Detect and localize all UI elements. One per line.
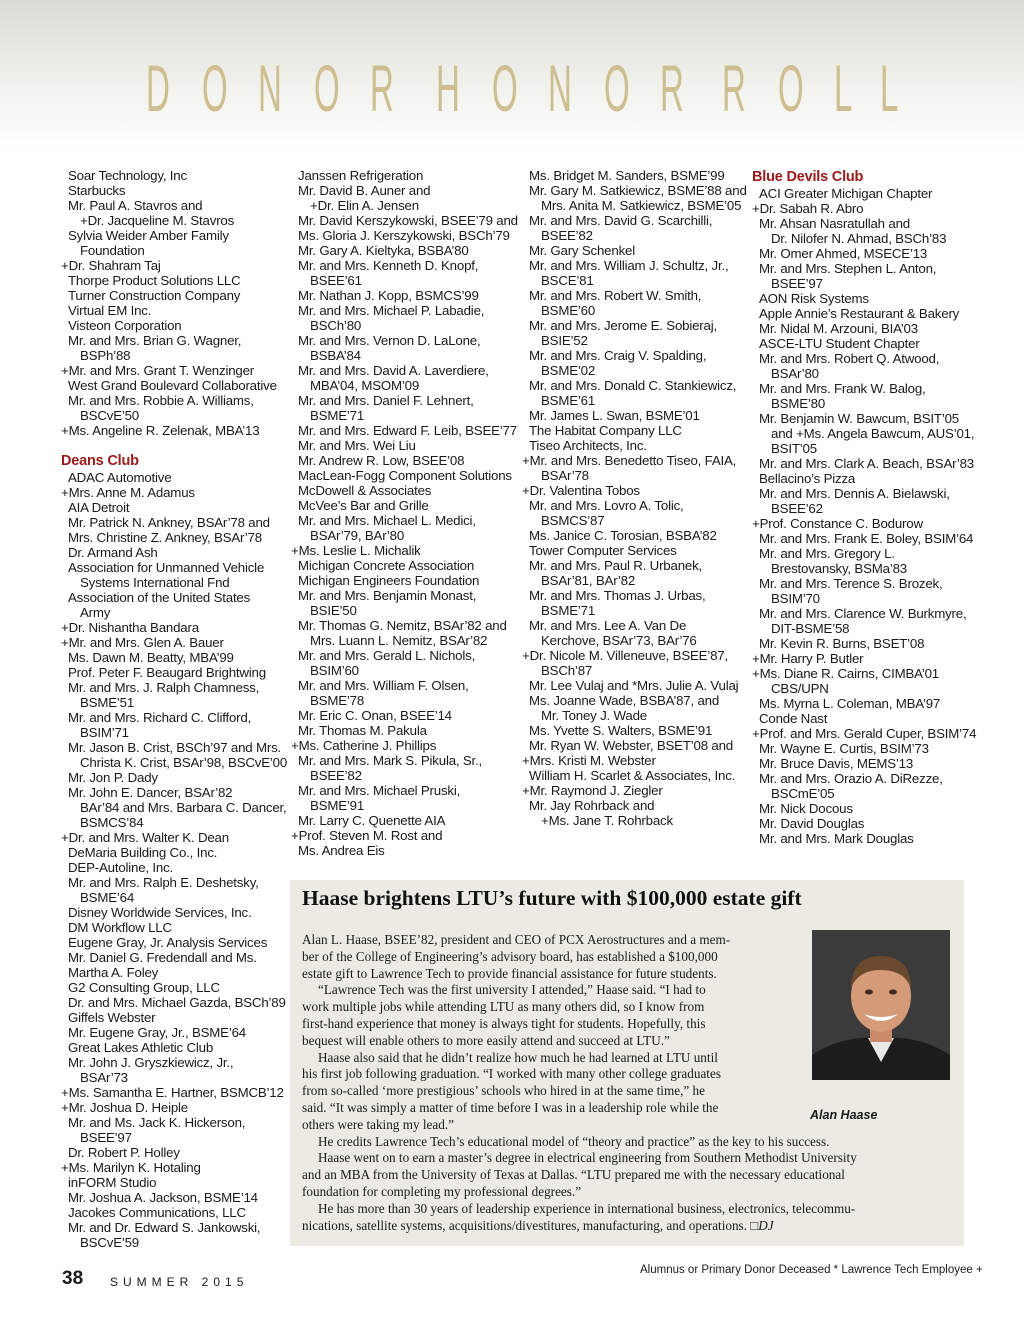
- donor-entry: Mr. Nidal M. Arzouni, BIA’03: [759, 321, 918, 336]
- donor-entry: Mr. David Douglas: [759, 816, 865, 831]
- donor-entry: +Prof. and Mrs. Gerald Cuper, BSIM’74: [752, 726, 977, 741]
- donor-entry: Mr. and Ms. Jack K. Hickerson,: [68, 1115, 246, 1130]
- donor-entry: Mr. Eugene Gray, Jr., BSME’64: [68, 1025, 246, 1040]
- story-line: estate gift to Lawrence Tech to provide financial assistance for future students.: [302, 965, 717, 981]
- donor-entry: Mr. and Mrs. Robert Q. Atwood,: [759, 351, 940, 366]
- donor-entry: William H. Scarlet & Associates, Inc.: [529, 768, 736, 783]
- donor-entry: Mr. and Mrs. Craig V. Spalding,: [529, 348, 707, 363]
- donor-entry: Brestovansky, BSMa’83: [771, 561, 907, 576]
- donor-entry: Dr. Nilofer N. Ahmad, BSCh’83: [771, 231, 947, 246]
- donor-entry: BSAr’78: [541, 468, 589, 483]
- donor-entry: Mr. and Mrs. Orazio A. DiRezze,: [759, 771, 943, 786]
- donor-entry: BSME’91: [310, 798, 365, 813]
- donor-entry: +Dr. Shahram Taj: [61, 258, 161, 273]
- donor-entry: Mr. and Mrs. Donald C. Stankiewicz,: [529, 378, 737, 393]
- title-letter: H: [436, 51, 460, 125]
- donor-entry: Mr. Daniel G. Fredendall and Ms.: [68, 950, 257, 965]
- donor-entry: Mr. and Mrs. Paul R. Urbanek,: [529, 558, 703, 573]
- donor-entry: Ms. Janice C. Torosian, BSBA’82: [529, 528, 717, 543]
- donor-entry: Mr. Eric C. Onan, BSEE’14: [298, 708, 452, 723]
- donor-entry: Virtual EM Inc.: [68, 303, 152, 318]
- donor-entry: BSMCS’84: [80, 815, 144, 830]
- donor-entry: CBS/UPN: [771, 681, 829, 696]
- donor-entry: Mr. and Mrs. Vernon D. LaLone,: [298, 333, 481, 348]
- donor-entry: Mr. Thomas M. Pakula: [298, 723, 427, 738]
- donor-entry: Mr. and Mrs. Ralph E. Deshetsky,: [68, 875, 259, 890]
- donor-entry: ACI Greater Michigan Chapter: [759, 186, 933, 201]
- donor-entry: Mr. and Mrs. Clark A. Beach, BSAr’83: [759, 456, 974, 471]
- donor-entry: BSAr’73: [80, 1070, 128, 1085]
- donor-entry: Mr. Jason B. Crist, BSCh’97 and Mrs.: [68, 740, 282, 755]
- donor-entry: Ms. Bridget M. Sanders, BSME’99: [529, 168, 725, 183]
- donor-entry: Dr. Robert P. Holley: [68, 1145, 180, 1160]
- donor-entry: Mr. and Mrs. Kenneth D. Knopf,: [298, 258, 479, 273]
- photo-caption: Alan Haase: [810, 1108, 878, 1122]
- donor-entry: +Prof. Steven M. Rost and: [291, 828, 443, 843]
- title-letter: R: [722, 51, 746, 125]
- donor-entry: Mr. and Mrs. Michael Pruski,: [298, 783, 461, 798]
- donor-entry: +Mr. Harry P. Butler: [752, 651, 864, 666]
- donor-entry: BSAr’81, BAr’82: [541, 573, 636, 588]
- donor-entry: McDowell & Associates: [298, 483, 432, 498]
- donor-entry: DEP-Autoline, Inc.: [68, 860, 174, 875]
- donor-entry: BSME’80: [771, 396, 826, 411]
- donor-entry: Mr. Thomas G. Nemitz, BSAr’82 and: [298, 618, 507, 633]
- donor-entry: +Ms. Marilyn K. Hotaling: [61, 1160, 201, 1175]
- donor-entry: Michigan Concrete Association: [298, 558, 475, 573]
- donor-entry: The Habitat Company LLC: [529, 423, 682, 438]
- donor-entry: Ms. Yvette S. Walters, BSME’91: [529, 723, 713, 738]
- donor-entry: Mr. and Mrs. Terence S. Brozek,: [759, 576, 943, 591]
- donor-entry: DM Workflow LLC: [68, 920, 172, 935]
- donor-entry: BSIE’50: [310, 603, 357, 618]
- donor-entry: Mrs. Christine Z. Ankney, BSAr’78: [68, 530, 262, 545]
- donor-entry: Mr. John E. Dancer, BSAr’82: [68, 785, 233, 800]
- title-letter: O: [778, 51, 804, 125]
- donor-entry: Mrs. Anita M. Satkiewicz, BSME’05: [541, 198, 742, 213]
- title-letter: N: [548, 51, 572, 125]
- donor-entry: Turner Construction Company: [68, 288, 241, 303]
- club-heading: Blue Devils Club: [752, 169, 864, 185]
- donor-entry: Mr. and Mrs. J. Ralph Chamness,: [68, 680, 260, 695]
- donor-entry: +Ms. Catherine J. Phillips: [291, 738, 437, 753]
- donor-entry: Apple Annie’s Restaurant & Bakery: [759, 306, 960, 321]
- donor-entry: BSCvE’50: [80, 408, 140, 423]
- donor-entry: Ms. Dawn M. Beatty, MBA’99: [68, 650, 234, 665]
- club-heading: Deans Club: [61, 453, 139, 469]
- title-letter: O: [604, 51, 630, 125]
- donor-entry: G2 Consulting Group, LLC: [68, 980, 220, 995]
- donor-entry: +Mr. Raymond J. Ziegler: [522, 783, 663, 798]
- donor-entry: ADAC Automotive: [68, 470, 172, 485]
- donor-entry: Mr. Paul A. Stavros and: [68, 198, 203, 213]
- donor-entry: BSIT’05: [771, 441, 817, 456]
- story-line: ber of the College of Engineering’s advisory board, has established a $100,000: [302, 948, 718, 964]
- donor-entry: Mr. and Mrs. Wei Liu: [298, 438, 416, 453]
- donor-entry: Ms. Gloria J. Kerszykowski, BSCh’79: [298, 228, 510, 243]
- donor-entry: Mr. and Mrs. Jerome E. Sobieraj,: [529, 318, 717, 333]
- donor-entry: BSEE’62: [771, 501, 823, 516]
- donor-entry: +Ms. Samantha E. Hartner, BSMCB’12: [61, 1085, 284, 1100]
- donor-entry: +Mr. and Mrs. Benedetto Tiseo, FAIA,: [522, 453, 737, 468]
- donor-entry: Mr. and Mrs. Mark Douglas: [759, 831, 914, 846]
- donor-entry: Sylvia Weider Amber Family: [68, 228, 229, 243]
- donor-entry: Mr. David Kerszykowski, BSEE’79 and: [298, 213, 518, 228]
- donor-entry: MacLean-Fogg Component Solutions: [298, 468, 512, 483]
- donor-entry: +Ms. Angeline R. Zelenak, MBA’13: [61, 423, 260, 438]
- story-line: foundation for completing my professional degrees.”: [302, 1183, 582, 1199]
- title-letter: L: [880, 51, 899, 125]
- donor-entry: Army: [80, 605, 111, 620]
- donor-entry: Mr. Toney J. Wade: [541, 708, 647, 723]
- donor-entry: Bellacino’s Pizza: [759, 471, 856, 486]
- donor-entry: Christa K. Crist, BSAr’98, BSCvE’00: [80, 755, 288, 770]
- donor-entry: +Mrs. Kristi M. Webster: [522, 753, 656, 768]
- donor-entry: McVee’s Bar and Grille: [298, 498, 429, 513]
- donor-entry: BAr’84 and Mrs. Barbara C. Dancer,: [80, 800, 287, 815]
- donor-entry: Mr. and Mrs. Frank W. Balog,: [759, 381, 926, 396]
- donor-entry: Mr. Ryan W. Webster, BSET’08 and: [529, 738, 733, 753]
- donor-entry: Mr. Nick Docous: [759, 801, 853, 816]
- donor-entry: BSME’51: [80, 695, 135, 710]
- title-letter: R: [660, 51, 684, 125]
- story-line: Alan L. Haase, BSEE’82, president and CEO of PCX Aerostructures and a mem-: [302, 932, 731, 947]
- title-letter: L: [834, 51, 853, 125]
- donor-entry: Prof. Peter F. Beaugard Brightwing: [68, 665, 266, 680]
- donor-entry: Giffels Webster: [68, 1010, 156, 1025]
- donor-entry: +Dr. and Mrs. Walter K. Dean: [61, 830, 229, 845]
- donor-entry: BSCvE’59: [80, 1235, 140, 1250]
- donor-entry: BSMCS’87: [541, 513, 605, 528]
- donor-entry: Tower Computer Services: [529, 543, 677, 558]
- donor-entry: Ms. Myrna L. Coleman, MBA’97: [759, 696, 941, 711]
- story-line: bequest will enable others to more easily attend and succeed at LTU.”: [302, 1032, 670, 1048]
- donor-entry: Mr. and Mrs. Gerald L. Nichols,: [298, 648, 476, 663]
- donor-entry: Thorpe Product Solutions LLC: [68, 273, 241, 288]
- title-letter: O: [492, 51, 518, 125]
- title-letter: R: [370, 51, 394, 125]
- donor-entry: Kerchove, BSAr’73, BAr’76: [541, 633, 697, 648]
- donor-entry: Mr. and Mrs. Robbie A. Williams,: [68, 393, 254, 408]
- donor-entry: Association of the United States: [68, 590, 251, 605]
- donor-entry: Mr. and Mrs. Mark S. Pikula, Sr.,: [298, 753, 483, 768]
- donor-entry: AON Risk Systems: [759, 291, 869, 306]
- donor-entry: Mr. Patrick N. Ankney, BSAr’78 and: [68, 515, 270, 530]
- donor-entry: BSME’61: [541, 393, 596, 408]
- donor-entry: BSEE’97: [80, 1130, 132, 1145]
- donor-entry: BSME’78: [310, 693, 365, 708]
- donor-entry: MBA’04, MSOM’09: [310, 378, 420, 393]
- page-number: 38: [62, 1268, 84, 1289]
- donor-entry: Mr. and Mrs. Lovro A. Tolic,: [529, 498, 684, 513]
- donor-entry: BSEE’82: [541, 228, 593, 243]
- title-letter: O: [314, 51, 340, 125]
- donor-entry: BSIM’70: [771, 591, 820, 606]
- donor-entry: Michigan Engineers Foundation: [298, 573, 480, 588]
- story-line: He credits Lawrence Tech’s educational model of “theory and practice” as the key to his success.: [318, 1133, 830, 1149]
- donor-entry: Mr. Jon P. Dady: [68, 770, 158, 785]
- donor-entry: Great Lakes Athletic Club: [68, 1040, 214, 1055]
- donor-entry: Mr. and Mrs. Thomas J. Urbas,: [529, 588, 706, 603]
- donor-column-3: [522, 168, 749, 828]
- donor-entry: Mr. Jay Rohrback and: [529, 798, 655, 813]
- donor-entry: Mr. David B. Auner and: [298, 183, 431, 198]
- story-line: his first job following graduation. “I worked with many other college graduates: [302, 1066, 721, 1082]
- donor-entry: Mr. Joshua A. Jackson, BSME’14: [68, 1190, 258, 1205]
- donor-entry: Association for Unmanned Vehicle: [68, 560, 265, 575]
- story-line: nications, satellite systems, acquisitions/divestitures, manufacturing, and operations. □DJ: [302, 1217, 774, 1233]
- donor-entry: Mr. Ahsan Nasratullah and: [759, 216, 910, 231]
- story-line: Haase went on to earn a master’s degree in electrical engineering from Southern Methodist University: [318, 1150, 857, 1166]
- donor-entry: BSIM’60: [310, 663, 359, 678]
- author-initials: DJ: [758, 1217, 774, 1233]
- title-letter: D: [146, 51, 170, 125]
- donor-entry: BSCE’81: [541, 273, 594, 288]
- donor-entry: Mr. Kevin R. Burns, BSET’08: [759, 636, 925, 651]
- donor-entry: +Mr. and Mrs. Glen A. Bauer: [61, 635, 224, 650]
- feature-story-text: [302, 932, 857, 1234]
- donor-entry: Mr. and Mrs. Michael P. Labadie,: [298, 303, 485, 318]
- donor-entry: BSIM’71: [80, 725, 129, 740]
- donor-entry: inFORM Studio: [68, 1175, 157, 1190]
- symbol-legend: Alumnus or Primary Donor Deceased * Lawrence Tech Employee +: [640, 1264, 983, 1276]
- donor-entry: Mr. Benjamin W. Bawcum, BSIT’05: [759, 411, 959, 426]
- donor-column-1: [61, 168, 288, 1250]
- donor-entry: +Dr. Nicole M. Villeneuve, BSEE’87,: [522, 648, 728, 663]
- donor-entry: BSPh’88: [80, 348, 131, 363]
- donor-entry: +Ms. Leslie L. Michalik: [291, 543, 421, 558]
- donor-entry: Dr. Armand Ash: [68, 545, 158, 560]
- donor-entry: Dr. and Mrs. Michael Gazda, BSCh’89: [68, 995, 286, 1010]
- donor-entry: Mr. and Dr. Edward S. Jankowski,: [68, 1220, 261, 1235]
- donor-entry: BSME’60: [541, 303, 596, 318]
- donor-entry: Martha A. Foley: [68, 965, 159, 980]
- donor-entry: +Ms. Jane T. Rohrback: [541, 813, 673, 828]
- story-line: He has more than 30 years of leadership experience in international business, electronics, telecommu-: [318, 1200, 856, 1216]
- donor-entry: +Dr. Sabah R. Abro: [752, 201, 864, 216]
- title-letter: O: [202, 51, 228, 125]
- donor-entry: +Mr. and Mrs. Grant T. Wenzinger: [61, 363, 255, 378]
- donor-entry: Jacokes Communications, LLC: [68, 1205, 246, 1220]
- donor-entry: Mr. Bruce Davis, MEMS’13: [759, 756, 914, 771]
- donor-entry: Mr. Wayne E. Curtis, BSIM’73: [759, 741, 929, 756]
- donor-entry: BSME’02: [541, 363, 596, 378]
- page-title: [0, 48, 1024, 128]
- donor-entry: BSCmE’05: [771, 786, 835, 801]
- donor-entry: Mr. and Mrs. Dennis A. Bielawski,: [759, 486, 950, 501]
- donor-entry: +Dr. Valentina Tobos: [522, 483, 640, 498]
- donor-entry: Mr. and Mrs. Lee A. Van De: [529, 618, 687, 633]
- feature-story-box: [290, 880, 964, 1246]
- donor-entry: Mr. and Mrs. Daniel F. Lehnert,: [298, 393, 474, 408]
- donor-entry: +Dr. Nishantha Bandara: [61, 620, 199, 635]
- donor-entry: BSEE’82: [310, 768, 362, 783]
- donor-entry: Mr. and Mrs. Benjamin Monast,: [298, 588, 477, 603]
- donor-entry: Mr. Nathan J. Kopp, BSMCS’99: [298, 288, 479, 303]
- story-line: Haase also said that he didn’t realize how much he had learned at LTU until: [318, 1049, 718, 1065]
- end-mark-icon: □: [747, 1217, 759, 1233]
- donor-entry: Mr. and Mrs. Michael L. Medici,: [298, 513, 476, 528]
- story-line: from so-called ‘more prestigious’ schools who hired in at the same time,” he: [302, 1083, 705, 1099]
- donor-entry: Mr. Andrew R. Low, BSEE’08: [298, 453, 465, 468]
- donor-entry: Ms. Andrea Eis: [298, 843, 385, 858]
- donor-entry: BSAr’80: [771, 366, 819, 381]
- donor-entry: Starbucks: [68, 183, 126, 198]
- donor-entry: Mr. Omer Ahmed, MSECE’13: [759, 246, 928, 261]
- donor-entry: Mr. and Mrs. Richard C. Clifford,: [68, 710, 252, 725]
- donor-entry: BSBA’84: [310, 348, 361, 363]
- donor-entry: BSCh’87: [541, 663, 593, 678]
- donor-entry: Disney Worldwide Services, Inc.: [68, 905, 252, 920]
- donor-entry: Mr. Gary A. Kieltyka, BSBA’80: [298, 243, 469, 258]
- title-letter: N: [258, 51, 282, 125]
- donor-entry: Mr. Gary M. Satkiewicz, BSME’88 and: [529, 183, 747, 198]
- donor-entry: Mr. and Mrs. William J. Schultz, Jr.,: [529, 258, 729, 273]
- donor-entry: Mr. and Mrs. William F. Olsen,: [298, 678, 469, 693]
- donor-entry: BSCh’80: [310, 318, 362, 333]
- donor-entry: Mr. and Mrs. Frank E. Boley, BSIM’64: [759, 531, 974, 546]
- donor-entry: Tiseo Architects, Inc.: [529, 438, 647, 453]
- donor-entry: AIA Detroit: [68, 500, 130, 515]
- story-line: work multiple jobs while attending LTU as many others did, so I know from: [302, 999, 705, 1015]
- donor-entry: Mr. Gary Schenkel: [529, 243, 635, 258]
- donor-entry: Visteon Corporation: [68, 318, 182, 333]
- donor-entry: Mr. James L. Swan, BSME’01: [529, 408, 700, 423]
- donor-entry: Systems International Fnd: [80, 575, 230, 590]
- story-line: “Lawrence Tech was the first university I attended,” Haase said. “I had to: [318, 982, 706, 998]
- donor-entry: BSME’64: [80, 890, 135, 905]
- donor-entry: Mr. and Mrs. Stephen L. Anton,: [759, 261, 937, 276]
- donor-column-4: [752, 168, 977, 846]
- donor-entry: Mr. and Mrs. David A. Laverdiere,: [298, 363, 489, 378]
- story-line: others were taking my lead.”: [302, 1116, 454, 1132]
- donor-entry: Mr. Larry C. Quenette AIA: [298, 813, 446, 828]
- donor-entry: +Mrs. Anne M. Adamus: [61, 485, 195, 500]
- donor-entry: Janssen Refrigeration: [298, 168, 424, 183]
- donor-entry: ASCE-LTU Student Chapter: [759, 336, 920, 351]
- donor-entry: Mr. and Mrs. David G. Scarchilli,: [529, 213, 713, 228]
- story-line: said. “It was simply a matter of time before I was in a leadership role while the: [302, 1099, 719, 1115]
- story-line: first-hand experience that money is always tight for students. Hopefully, this: [302, 1015, 706, 1031]
- donor-entry: Eugene Gray, Jr. Analysis Services: [68, 935, 268, 950]
- donor-entry: DeMaria Building Co., Inc.: [68, 845, 218, 860]
- donor-entry: +Prof. Constance C. Bodurow: [752, 516, 923, 531]
- donor-entry: Mr. and Mrs. Gregory L.: [759, 546, 895, 561]
- donor-column-2: [291, 168, 518, 858]
- donor-entry: +Ms. Diane R. Cairns, CIMBA’01: [752, 666, 939, 681]
- donor-entry: Foundation: [80, 243, 145, 258]
- donor-entry: BSIE’52: [541, 333, 588, 348]
- donor-entry: BSAr’79, BAr’80: [310, 528, 405, 543]
- donor-entry: Mr. and Mrs. Edward F. Leib, BSEE’77: [298, 423, 517, 438]
- donor-entry: DIT-BSME’58: [771, 621, 850, 636]
- donor-entry: BSME’71: [310, 408, 365, 423]
- donor-entry: Mr. and Mrs. Robert W. Smith,: [529, 288, 702, 303]
- donor-entry: +Dr. Jacqueline M. Stavros: [80, 213, 235, 228]
- issue-season: SUMMER 2015: [110, 1275, 249, 1289]
- donor-entry: Ms. Joanne Wade, BSBA’87, and: [529, 693, 720, 708]
- donor-entry: Mr. Lee Vulaj and *Mrs. Julie A. Vulaj: [529, 678, 739, 693]
- story-line: and an MBA from the University of Texas at Dallas. “LTU prepared me with the necessary educational: [302, 1167, 845, 1183]
- donor-entry: and +Ms. Angela Bawcum, AUS’01,: [771, 426, 975, 441]
- donor-entry: Mr. John J. Gryszkiewicz, Jr.,: [68, 1055, 234, 1070]
- donor-entry: +Mr. Joshua D. Heiple: [61, 1100, 188, 1115]
- donor-entry: Mr. and Mrs. Brian G. Wagner,: [68, 333, 242, 348]
- donor-entry: Mr. and Mrs. Clarence W. Burkmyre,: [759, 606, 967, 621]
- donor-entry: BSEE’97: [771, 276, 823, 291]
- donor-entry: Soar Technology, Inc: [68, 168, 187, 183]
- donor-entry: Mrs. Luann L. Nemitz, BSAr’82: [310, 633, 488, 648]
- feature-headline: Haase brightens LTU’s future with $100,000 estate gift: [302, 886, 802, 910]
- donor-entry: BSEE’61: [310, 273, 362, 288]
- donor-entry: West Grand Boulevard Collaborative: [68, 378, 277, 393]
- donor-entry: Conde Nast: [759, 711, 828, 726]
- donor-entry: +Dr. Elin A. Jensen: [310, 198, 419, 213]
- donor-entry: BSME’71: [541, 603, 596, 618]
